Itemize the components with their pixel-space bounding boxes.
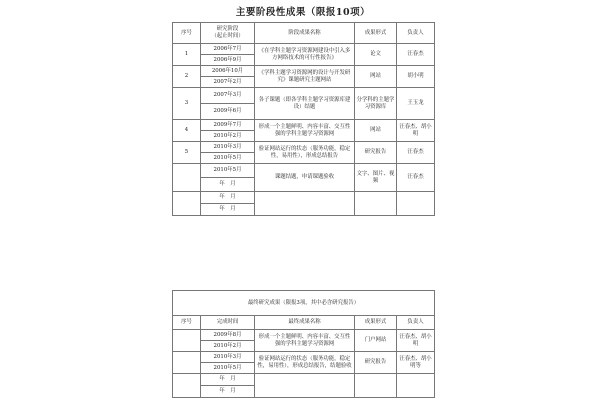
header-owner: 负责人 [397, 23, 435, 44]
final-header-owner: 负责人 [397, 316, 435, 330]
final-header-index: 序号 [173, 316, 201, 330]
final-start-date: 2010年3月 [201, 352, 255, 363]
final-end-date: 2010年5月 [201, 363, 255, 374]
row-result-name: 《学科主题学习资源网的设计与开发研究》课题研究主题网站 [255, 66, 355, 88]
page-title: 主要阶段性成果（限报10项） [235, 7, 371, 18]
row-end-date: 2009年6月 [201, 104, 255, 120]
blank-date: 年 月 [201, 192, 255, 204]
final-result-name: 验证网站运行的状态（服务功能，稳定性，易用性），形成总结报告，结题验收 [255, 352, 355, 374]
table-row [173, 88, 435, 104]
row-index: 1 [173, 44, 201, 66]
row-result-form: 文字、图片、视频 [355, 164, 397, 192]
final-owner: 汪春杰、胡小明 [397, 330, 435, 352]
row-result-name: 课题结题，申请课题验收 [255, 164, 355, 192]
row-start-date: 2010年3月 [201, 142, 255, 153]
row-end-date: 2010年2月 [201, 131, 255, 142]
table-header-row [173, 23, 435, 44]
row-result-name: 形成一个主题鲜明、内容丰富、交互性强的学科主题学习资源网 [255, 120, 355, 142]
blank-date: 年 月 [201, 204, 255, 216]
table-row [173, 44, 435, 55]
final-result-name: 形成一个主题鲜明、内容丰富、交互性强的学科主题学习资源网 [255, 330, 355, 352]
final-caption: 最终研究成果（限报3项，其中必含研究报告） [173, 291, 435, 316]
row-result-form: 网站 [355, 120, 397, 142]
row-owner: 王玉龙 [397, 88, 435, 120]
row-start-date: 2010年5月 [201, 164, 255, 178]
row-index: 2 [173, 66, 201, 88]
document-sheet [172, 0, 434, 400]
blank-row [173, 192, 435, 204]
final-header-name: 最终成果名称 [255, 316, 355, 330]
final-header-row [173, 316, 435, 330]
row-index: 3 [173, 88, 201, 120]
final-results-table [172, 290, 435, 398]
blank-row [173, 374, 435, 386]
blank-date: 年 月 [201, 386, 255, 398]
table-row [173, 142, 435, 153]
header-name: 阶段成果名称 [255, 23, 355, 44]
row-end-date: 2007年2月 [201, 77, 255, 88]
final-end-date: 2010年2月 [201, 341, 255, 352]
row-result-name: 《在学科主题学习资源网建设中引入多方网络技术的可行性报告》 [255, 44, 355, 66]
final-owner: 汪春杰、胡小明等 [397, 352, 435, 374]
row-start-date: 2006年7月 [201, 44, 255, 55]
row-result-form: 论文 [355, 44, 397, 66]
row-result-name: 验证网站运行的状态（服务功能，稳定性，易用性），形成总结报告 [255, 142, 355, 164]
final-result-form: 研究报告 [355, 352, 397, 374]
row-result-form: 网站 [355, 66, 397, 88]
row-owner: 胡小明 [397, 66, 435, 88]
header-index: 序号 [173, 23, 201, 44]
table-row [173, 352, 435, 363]
final-header-time: 完成时间 [201, 316, 255, 330]
row-owner: 汪春杰 [397, 142, 435, 164]
row-result-form: 分学科的主题学习资源库 [355, 88, 397, 120]
row-end-date: 2006年9月 [201, 55, 255, 66]
blank-date: 年 月 [201, 374, 255, 386]
row-start-date: 2009年7月 [201, 120, 255, 131]
table-row [173, 120, 435, 131]
row-index: 4 [173, 120, 201, 142]
row-owner: 汪春杰 [397, 44, 435, 66]
table-row [173, 164, 435, 178]
row-result-form: 研究报告 [355, 142, 397, 164]
row-end-date: 2010年5月 [201, 153, 255, 164]
row-owner: 汪春杰 [397, 164, 435, 192]
stage-results-table [172, 22, 435, 216]
final-caption-row [173, 291, 435, 316]
final-start-date: 2009年8月 [201, 330, 255, 341]
final-header-form: 成果形式 [355, 316, 397, 330]
row-index-empty [173, 164, 201, 192]
row-owner: 汪春杰、胡小明 [397, 120, 435, 142]
row-start-date: 2006年10月 [201, 66, 255, 77]
row-start-date: 2007年3月 [201, 88, 255, 104]
row-end-date: 年 月 [201, 178, 255, 192]
header-period: 研究阶段 （起止时间） [201, 23, 255, 44]
header-form: 成果形式 [355, 23, 397, 44]
table-row [173, 330, 435, 341]
row-result-name: 各子课题（即各学科主题学习资源库建设）结题 [255, 88, 355, 120]
row-index: 5 [173, 142, 201, 164]
final-result-form: 门户网站 [355, 330, 397, 352]
table-row [173, 66, 435, 77]
